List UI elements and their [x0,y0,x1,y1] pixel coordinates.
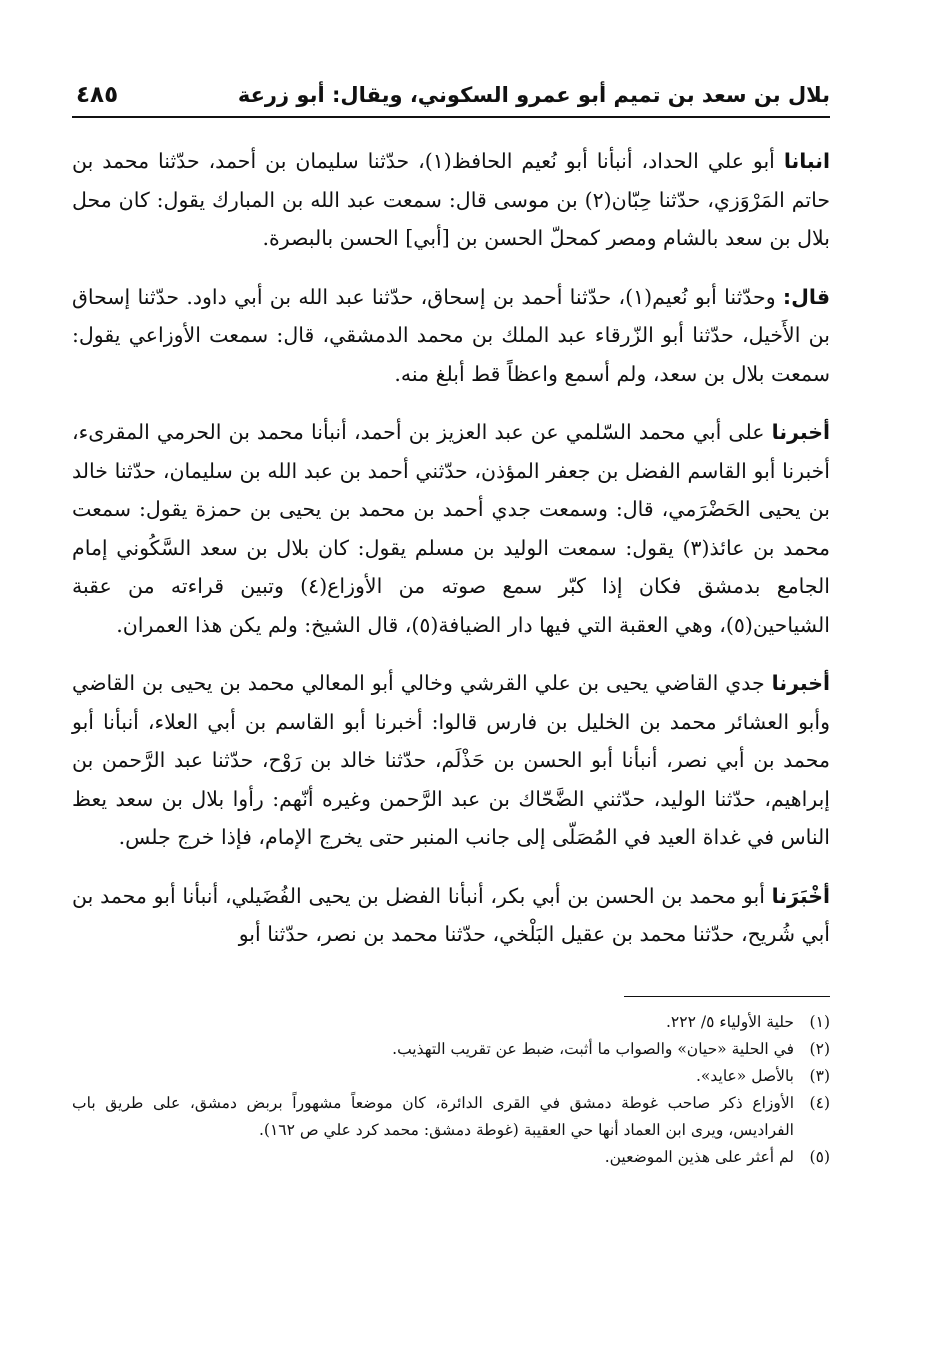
footnote-text: في الحلية «حيان» والصواب ما أثبت، ضبط عن تقريب التهذيب. [392,1039,794,1058]
paragraph-text: وحدّثنا أبو نُعيم(١)، حدّثنا أحمد بن إسحاق، حدّثنا عبد الله بن أبي داود. حدّثنا إسحاق بن الأَخيل، حدّثنا أبو الزّرقاء عبد الملك بن محمد الدمشقي، قال: سمعت الأوزاعي يقول: سمعت بلال بن سعد، ولم أسمع واعظاً قط أبلغ منه. [72,284,830,386]
running-title: بلال بن سعد بن تميم أبو عمرو السكوني، ويقال: أبو زرعة [237,83,830,107]
footnote-separator [624,996,830,997]
paragraph-text: جدي القاضي يحيى بن علي القرشي وخالي أبو المعالي محمد بن يحيى بن القاضي وأبو العشائر محمد بن الخليل بن فارس قالوا: أخبرنا أبو القاسم بن أبي العلاء، أنبأنا أبو محمد بن أبي نصر، أنبأنا أبو الحسن بن حَذْلَم، حدّثنا خالد بن رَوْح، حدّثنا عبد الرَّحمن بن إبراهيم، حدّثنا الوليد، حدّثني الضَّحّاك بن عبد الرَّحمن وغيره أنّهم: رأوا بلال بن سعد يعظ الناس في غداة العيد في المُصَلّى إلى جانب المنبر حتى يخرج الإمام، فإذا خرج جلس. [72,671,830,849]
footnote-number: (٢) [809,1039,830,1058]
footnote-text: لم أعثر على هذين الموضعين. [604,1147,794,1166]
paragraph-text: على أبي محمد السّلمي عن عبد العزيز بن أحمد، أنبأنا محمد بن الحرمي المقرىء، أخبرنا أبو القاسم الفضل بن جعفر المؤذن، حدّثني أحمد بن عبد الله بن سليمان، حدّثنا خالد بن يحيى الحَضْرَمي، قال: وسمعت جدي أحمد بن محمد بن يحيى بن حمزة يقول: سمعت محمد بن عائذ(٣) يقول: سمعت الوليد بن مسلم يقول: كان بلال بن سعد السَّكُوني إمام الجامع بدمشق فكان إذا كبّر سمع صوته من الأوزاع(٤) وتبين قراءته من عقبة الشياحين(٥)، وهي العقبة التي فيها دار الضيافة(٥)، قال الشيخ: ولم يكن هذا العمران. [72,420,831,637]
paragraph-lead: أخْبَرَنا [771,883,830,908]
paragraph-lead: أخبرنا [771,671,830,695]
paragraph-2 [72,278,830,394]
paragraph-4 [72,664,830,857]
footnote-text: حلية الأولياء ٥/ ٢٢٢. [665,1012,794,1031]
paragraph-text: أبو علي الحداد، أنبأنا أبو نُعيم الحافظ(١)، حدّثنا سليمان بن أحمد، حدّثنا محمد بن حاتم المَرْوَزي، حدّثنا حِبّان(٢) بن موسى قال: سمعت عبد الله بن المبارك يقول: كان محل بلال بن سعد بالشام ومصر كمحلّ الحسن بن [أبي] الحسن بالبصرة. [72,149,830,250]
running-header [72,80,830,118]
paragraph-1 [72,142,830,258]
book-page [72,80,830,1171]
footnote-number: (٣) [809,1066,830,1085]
footnote-number: (١) [809,1012,830,1031]
footnote-text: بالأصل «عايد». [695,1066,794,1085]
footnotes [72,1009,830,1171]
footnote-number: (٤) [809,1093,830,1112]
footnote-separator-wrap [72,974,830,997]
footnote [72,1090,830,1144]
paragraph-lead: أخبرنا [771,420,830,444]
paragraph-5 [72,877,830,954]
footnote-number: (٥) [809,1147,830,1166]
page-number: ٤٨٥ [76,82,119,108]
paragraph-3 [72,413,830,644]
footnote [72,1144,830,1171]
footnote [72,1063,830,1090]
footnote [72,1009,830,1036]
paragraph-text: أبو محمد بن الحسن بن أبي بكر، أنبأنا الفضل بن يحيى الفُضَيلي، أنبأنا أبو محمد بن أبي شُريح، حدّثنا محمد بن عقيل البَلْخي، حدّثنا محمد بن نصر، حدّثنا أبو [72,883,830,946]
paragraph-lead: قال: [782,284,830,309]
footnote [72,1036,830,1063]
main-text [72,142,830,954]
paragraph-lead: انبانا [783,149,831,173]
footnote-text: الأوزاع ذكر صاحب غوطة دمشق في القرى الدائرة، كان موضعاً مشهوراً بربض دمشق، على طريق باب الفراديس، ويرى ابن العماد أنها حي العقيبة (غوطة دمشق: محمد كرد علي ص ١٦٢). [72,1093,794,1139]
